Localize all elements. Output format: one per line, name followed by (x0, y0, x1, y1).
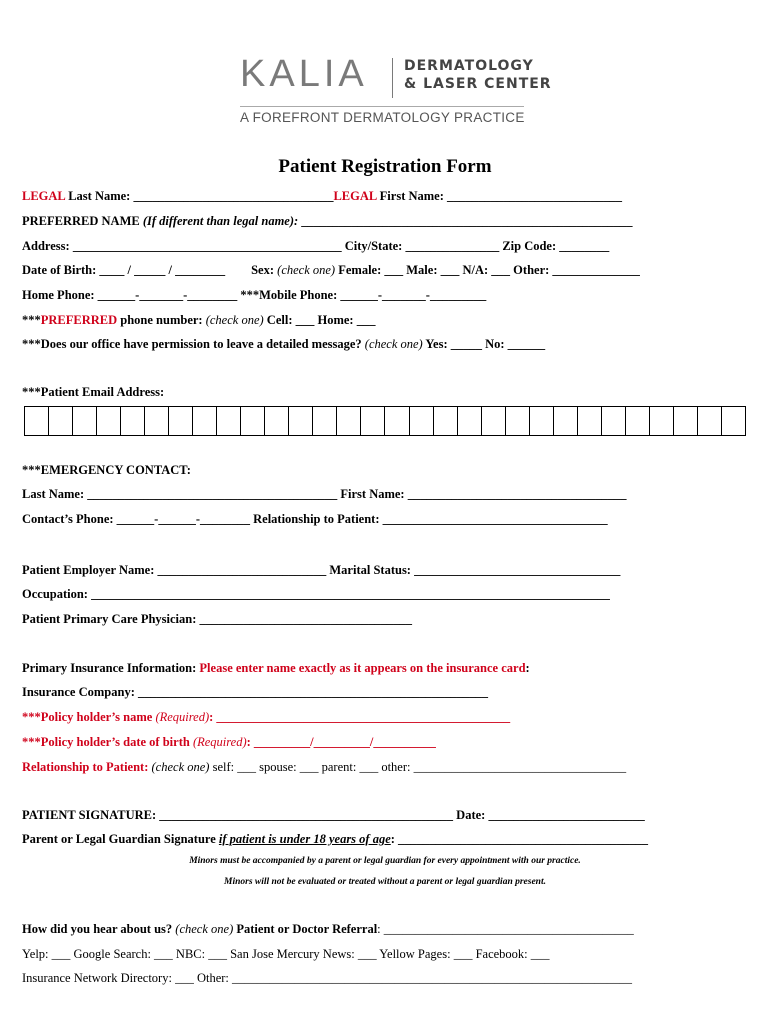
email-box[interactable] (121, 407, 145, 435)
email-box[interactable] (554, 407, 578, 435)
email-box[interactable] (458, 407, 482, 435)
emergency-contact-heading: ***EMERGENCY CONTACT: (22, 463, 191, 477)
legal-name-row[interactable] (22, 188, 622, 204)
policy-holder-dob-label: ***Policy holder’s date of birth (22, 735, 193, 749)
logo-subtitle-line2: & LASER CENTER (404, 76, 552, 92)
email-box[interactable] (25, 407, 49, 435)
logo-subtitle-line1: DERMATOLOGY (404, 58, 534, 74)
preferred-name-hint: (If different than legal name): (142, 214, 299, 228)
policy-holder-name-label: ***Policy holder’s name (22, 710, 156, 724)
tagline-emphasis: DERMATOLOGY (343, 110, 450, 125)
email-box[interactable] (169, 407, 193, 435)
email-boxes[interactable] (24, 406, 746, 436)
form-title: Patient Registration Form (278, 156, 492, 177)
legal-label: LEGAL (333, 189, 377, 203)
guardian-field: : ________________________________________ (390, 832, 649, 846)
email-box[interactable] (265, 407, 289, 435)
check-one-hint: (check one) (175, 922, 234, 936)
check-one-hint: (check one) (364, 337, 423, 351)
email-box[interactable] (289, 407, 313, 435)
preferred-label: PREFERRED (40, 313, 118, 327)
phone-number-label: phone number: (117, 313, 206, 327)
cell-home-options: Cell: ___ Home: ___ (263, 313, 376, 327)
preferred-name-field: _____________________________________________________ (298, 214, 633, 228)
source-options-row[interactable]: Yelp: ___ Google Search: ___ NBC: ___ San Jose Mercury News: ___ Yellow Pages: ___ Facebook: ___ (22, 947, 550, 961)
email-box[interactable] (385, 407, 409, 435)
relationship-label: Relationship to Patient: (22, 760, 152, 774)
logo-name: KALIA (240, 53, 368, 95)
referral-row[interactable] (22, 921, 634, 937)
preferred-phone-row[interactable] (22, 312, 375, 328)
yes-no-options: Yes: _____ No: ______ (422, 337, 546, 351)
email-box[interactable] (313, 407, 337, 435)
logo-subtitle (404, 57, 552, 93)
occupation-row[interactable]: Occupation: ___________________________________________________________________________________ (22, 587, 610, 601)
guardian-hint: if patient is under 18 years of age (218, 832, 391, 846)
email-box[interactable] (650, 407, 674, 435)
required-hint: (Required) (155, 710, 210, 724)
email-box[interactable] (578, 407, 602, 435)
insurance-label: Primary Insurance Information: (22, 661, 200, 675)
insurance-instruction: Please enter name exactly as it appears on the insurance card (199, 661, 526, 675)
policy-holder-name-field: : _______________________________________________ (209, 710, 511, 724)
email-box[interactable] (217, 407, 241, 435)
check-one-hint: (check one) (277, 263, 336, 277)
email-box[interactable] (410, 407, 434, 435)
insurance-heading (22, 660, 530, 676)
referral-option: Patient or Doctor Referral (233, 922, 378, 936)
logo-tagline (240, 110, 525, 125)
last-name-field: Last Name: ________________________________ (65, 189, 334, 203)
insurance-company-row[interactable]: Insurance Company: ________________________________________________________ (22, 685, 488, 699)
email-box[interactable] (73, 407, 97, 435)
email-box[interactable] (506, 407, 530, 435)
email-box[interactable] (722, 407, 745, 435)
signature-row[interactable]: PATIENT SIGNATURE: _______________________________________________ Date: _________________________ (22, 808, 645, 822)
guardian-signature-row[interactable] (22, 831, 648, 847)
tagline-part: PRACTICE (449, 110, 525, 125)
message-permission-label: ***Does our office have permission to leave a detailed message? (22, 337, 365, 351)
minors-note-1: Minors must be accompanied by a parent or legal guardian for every appointment with our practice. (189, 856, 581, 866)
relationship-options: self: ___ spouse: ___ parent: ___ other: __________________________________ (209, 760, 627, 774)
email-box[interactable] (674, 407, 698, 435)
email-box[interactable] (698, 407, 722, 435)
policy-holder-dob-row[interactable] (22, 734, 436, 750)
pcp-row[interactable]: Patient Primary Care Physician: __________________________________ (22, 612, 413, 626)
source-options-row-2[interactable]: Insurance Network Directory: ___ Other: ________________________________________________________________ (22, 971, 632, 985)
email-box[interactable] (434, 407, 458, 435)
preferred-name-label: PREFERRED NAME (22, 214, 143, 228)
email-box[interactable] (602, 407, 626, 435)
emergency-name-row[interactable]: Last Name: ________________________________________ First Name: ___________________________________ (22, 487, 627, 501)
phone-row[interactable]: Home Phone: ______-_______-________ ***Mobile Phone: ______-_______-_________ (22, 288, 487, 302)
logo-divider (392, 58, 393, 98)
email-box[interactable] (626, 407, 650, 435)
emergency-phone-row[interactable]: Contact’s Phone: ______-______-________ Relationship to Patient: ____________________________________ (22, 512, 608, 526)
email-box[interactable] (145, 407, 169, 435)
email-box[interactable] (193, 407, 217, 435)
required-hint: (Required) (192, 735, 247, 749)
first-name-field: First Name: ____________________________ (376, 189, 623, 203)
address-row[interactable]: Address: ___________________________________________ City/State: _______________ Zip Code: ________ (22, 239, 610, 253)
email-label: ***Patient Email Address: (22, 385, 165, 399)
email-box[interactable] (337, 407, 361, 435)
sex-options: Female: ___ Male: ___ N/A: ___ Other: ______________ (335, 263, 640, 277)
required-mark: *** (22, 313, 41, 327)
sex-label: Sex: (251, 263, 278, 277)
practice-logo (0, 50, 770, 136)
email-box[interactable] (49, 407, 73, 435)
logo-underline (240, 106, 524, 107)
message-permission-row[interactable] (22, 336, 545, 352)
email-box[interactable] (97, 407, 121, 435)
tagline-part: A FOREFRONT (240, 110, 344, 125)
employer-row[interactable]: Patient Employer Name: ___________________________ Marital Status: _________________________________ (22, 563, 621, 577)
legal-label: LEGAL (22, 189, 66, 203)
check-one-hint: (check one) (205, 313, 264, 327)
preferred-name-row[interactable] (22, 213, 633, 229)
email-box[interactable] (241, 407, 265, 435)
referral-label: How did you hear about us? (22, 922, 176, 936)
check-one-hint: (check one) (151, 760, 210, 774)
email-box[interactable] (361, 407, 385, 435)
guardian-label: Parent or Legal Guardian Signature (22, 832, 219, 846)
referral-field: : ________________________________________ (377, 922, 634, 936)
email-box[interactable] (482, 407, 506, 435)
relationship-row[interactable] (22, 759, 626, 775)
colon: : (525, 661, 530, 675)
email-box[interactable] (530, 407, 554, 435)
dob-field: Date of Birth: ____ / _____ / ________ (22, 263, 226, 277)
minors-note-2: Minors will not be evaluated or treated without a parent or legal guardian present. (224, 877, 546, 887)
dob-sex-row[interactable] (22, 262, 640, 278)
policy-holder-name-row[interactable] (22, 709, 510, 725)
policy-holder-dob-field: : _________/_________/__________ (246, 735, 436, 749)
